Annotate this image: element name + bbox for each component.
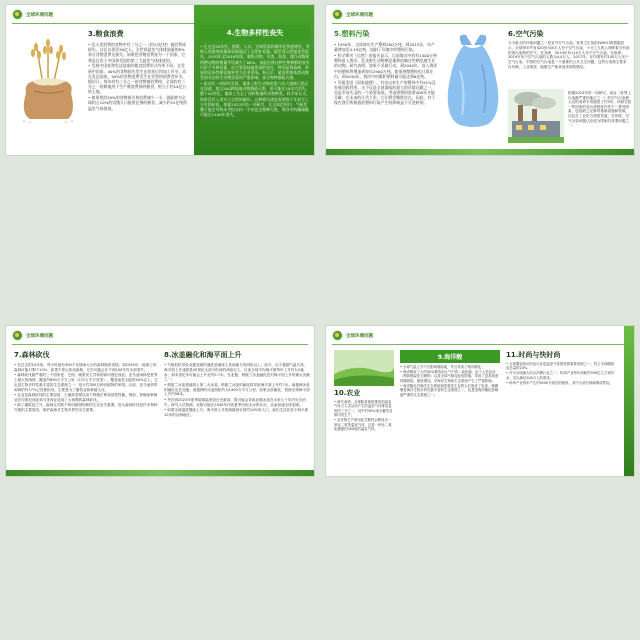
air-pollution-intro: 当今最大的环境问题之一是室外空气污染。世界卫生组织(WHO)的数据显示，全球每年约有420至700万人死于空气污染，十分之九的人呼吸着含有高浓度污染物的空气。在非洲，2019年有110万人死于空气污染。在欧洲，2019年死于空气污染的人数为4.4万人。2017年，在印度有约100万人死于空气污染，中国的空气污染是一个重要的公共卫生问题。这些污染物主要来自车辆、工业排放、能源生产和其他来源的燃烧。 — [508, 41, 630, 69]
fashion-section — [506, 350, 616, 386]
brand-name: 全球环境问题 — [346, 333, 373, 339]
rice-sack-illustration — [14, 35, 82, 125]
fashion-title: 11.时尚与快时尚 — [506, 351, 561, 359]
green-edge-decoration — [624, 326, 634, 476]
brand — [12, 9, 53, 20]
plastic-body — [334, 42, 438, 106]
fashion-body — [506, 362, 616, 385]
agriculture-para: • 农作物生产使用化学肥料会释放出一氧化二氮等温室气体，这是一种比二氧化碳强约300倍的温室气体。 — [334, 418, 392, 432]
ice-melt-section — [164, 350, 310, 418]
brand-name: 全球环境问题 — [26, 12, 53, 18]
brand — [332, 9, 373, 20]
agriculture-title: 10.农业 — [334, 389, 361, 397]
biodiversity-title: 4.生物多样性丧失 — [200, 25, 310, 41]
food-waste-title: 3.粮食浪费 — [88, 30, 124, 38]
ice-melt-title: 8.冰盖融化和海平面上升 — [164, 351, 242, 359]
header-rule — [332, 23, 628, 24]
ocean-acid-para: • 海洋酸化对海洋生态系统和依靠其生存的人们造成了危害，珊瑚礁是海洋生物多样性最丰富的生态系统之一，也是受海洋酸化影响最严重的生态系统之一。 — [400, 383, 499, 397]
food-waste-body — [88, 42, 188, 111]
ice-melt-para: • 格陵兰冰盖是地球上第二大冰盖，格陵兰冰盖的融化将导致海平面上升约7米。南极洲冰盖的融化也在加速，南极洲的冰盖面积约为1400万平方公里，如果全部融化，将使全球海平面上升约58米。 — [164, 382, 310, 397]
fashion-para: • 全球服装和纺织品行业是温室气体排放的重要来源之一，约占全球碳排放总量的10%。 — [506, 362, 615, 371]
brand-name: 全球环境问题 — [26, 333, 53, 339]
plastic-para: • 另据美国《国家地理》，有史以来生产的塑料中有91%没有被回收利用，这不仅是全球面临的最大的环境问题之一，也是市场失灵的一个重要表现。考虑到塑料需要400年才能分解，在未来的几代人里，它们将会继续存在。因此，对于现在我们所制造的塑料垃圾产生的影响是不可逆转的。 — [334, 79, 436, 106]
plastic-para: • 科学期刊《自然》的报告显示，目前海洋中约有1400万吨塑料进入海洋，危及野生动物栖息地和依赖这些栖息地生存的动物。研究表明，如果不采取行动，到2040年，进入海洋中的塑料将增加到每年2900万吨。如果将微塑料也计算在内，到2040年，海洋中的累积塑料量可能达到6亿吨。 — [334, 53, 438, 79]
ice-melt-para: • 如果全球温度继续上升，海平面上升将威胁到全球约10%的人口，他们生活在低于海平面10米的沿海地区。 — [164, 407, 309, 417]
deforestation-para: • 农业是森林砍伐的主要原因，土地被清理以用于种植庄稼和放牧牲畜。例如，棕榈油种植业在印度尼西亚和马来西亚造成了大规模的森林砍伐。 — [14, 392, 158, 402]
slide-food-waste-biodiversity — [5, 4, 315, 156]
deforestation-para: • 除了碳排放之外，森林还对数千种动植物物种的生存至关重要。因为森林砍伐是许多物种灭绝的主要原因，保护森林对生物多样性至关重要。 — [14, 403, 158, 412]
deforestation-para: • 在过去的10年里，每小时就有300个足球场大小的森林被砍伐掉。到2030年，地球上的森林可能只剩下10%；如果不停止砍伐森林，它们可能会在不到100年内全部消失。 — [14, 363, 157, 372]
earth-logo-icon — [12, 9, 23, 20]
food-waste-para: • 饥人类消费的食物中有三分之一（约13亿吨）被浪费或损失。这足以养活30亿人。全世界温室气体排放量的8%来自食物浪费及损失。如果把食物浪费视为一个国家，它将是仅次于中国和美国的第三大温室气体排放国。 — [88, 42, 186, 63]
air-pollution-section — [508, 29, 630, 70]
bottom-band — [326, 149, 634, 155]
fashion-para: • 时尚产业每年产生约9200万吨纺织废料，其中大部分被填埋或焚烧。 — [506, 380, 613, 385]
ocean-acid-para: • 全球气温上升不仅影响着陆地，并且导致了海洋酸化。 — [400, 365, 485, 369]
factory-pollution-illustration — [508, 89, 564, 143]
earth-logo-icon — [332, 9, 343, 20]
fields-illustration — [334, 350, 394, 386]
earth-logo-icon — [12, 330, 23, 341]
brand — [332, 330, 373, 341]
plastic-para: • 1950年，全球每年生产塑料200万吨。到2015年，年产量增加至4.19亿吨，加剧了环境中的塑料污染。 — [334, 42, 435, 53]
food-waste-section — [88, 29, 188, 111]
header-rule — [332, 344, 628, 345]
ice-melt-para: • 气候危机导致北极变暖的速度是地球上其他地方的两倍以上。如今，由于极端气温升高，海平面上升速度是20世纪大部分时间的两倍以上。目前全球平均海平面每年上升约3.2毫米，到本世纪末可能会上升至约0.7米。在北极，格陵兰冰盖融化是对海平面上升的最大贡献之一。 — [164, 363, 310, 382]
air-pollution-para: 根据2023年的一项研究，南亚（世界上污染最严重的地区之一）的空气污染使人们的寿命平均缩短了约5年。该研究将一些国家的高污染程度归咎于一系列因素，包括缺乏足够的基础设施和资源，以及在工业化方面的发展。在印度，空气污染问题已经成为国家的首要问题之一。 — [568, 91, 632, 128]
ice-melt-para: • 考虑到2023年夏季地球温度创历史最高，很可能会导致北极冰盖在未来几十年内完全消失。研究人员预测，北极可能在2030年代的夏季出现无冰的状况，从而加速全球变暖。 — [164, 397, 306, 407]
fashion-para: • 作为全球最大的水消费行业之一，时尚产业每年消耗约930亿立方米的水，足以满足500万人的需求。 — [506, 371, 614, 380]
ice-melt-body — [164, 363, 310, 418]
slide-plastic-air — [325, 4, 635, 156]
biodiversity-para: • 在过去50年里，酒渠、人口、全球贸易和城市化快速增长，导致人类使用的地球资源超过了自然补充量。据世界自然基金会报告，1970年至2016年间，哺乳动物、鸟类、鱼类、爬行动物和两栖动物的数量平均减少了68%。该报告将这种生物种群的丧失归咎于多种因素，但主要是陆地用途的变化，特别是将森林、草原和沼泽等栖息地转变为农业系统。野山羊、鲨鱼和海龟等动物受到非法野生动物贸易的严重影响，部分物种濒临灭绝。 — [200, 44, 310, 81]
header-rule — [12, 344, 308, 345]
brand-name: 全球环境问题 — [346, 12, 373, 18]
air-pollution-body — [568, 91, 632, 128]
agriculture-para: • 研究表明，全球粮食系统排放的温室气体占人类活动产生的温室气体排放量的约三分之一，其中约30%来自畜牧业和肉类生产。 — [334, 400, 393, 418]
agriculture-body — [334, 400, 394, 431]
biodiversity-body — [194, 44, 315, 117]
bottom-band — [6, 470, 314, 476]
deforestation-body — [14, 363, 158, 413]
biodiversity-para: • 最近的一项研究发现，地球上野生动物的第六次大规模灭绝正在加速。超过500种陆地动物濒临灭绝，很可能在20年内消失。整个20世纪，地球上失去了同样数量的动物种类。科学家认为，如果没有人类对大自然的破坏，这种损失速度需要数千年甚至上万年的时间。根据2023年的一项研究，在全球范围内，气候变暖可能会导致本世纪末约一半的昆虫物种灭绝，海洋中的珊瑚礁可能在2100年消失。 — [200, 81, 310, 118]
earth-logo-icon — [332, 330, 343, 341]
air-pollution-title: 6.空气污染 — [508, 30, 544, 38]
plastic-title: 5.塑料污染 — [334, 30, 370, 38]
deforestation-section — [14, 350, 158, 413]
deforestation-title: 7.森林砍伐 — [14, 351, 50, 359]
ocean-acid-title: 9.海洋酸 — [400, 350, 500, 363]
plastic-section — [334, 29, 438, 106]
plastic-bag-illustration — [442, 31, 504, 131]
slide-ocean-agriculture-fashion — [325, 325, 635, 477]
food-waste-para: • 发展中国家和发达国家的粮食浪费形式有所不同。在发展中国家，40%的食物损失发生在收获后和加工环节；而在发达国家，40%的食物浪费发生在零售和消费者环节。据估计，每年约有三分之一的食物被浪费掉。全球约有三分之一的耕地用于生产被浪费掉的粮食，相当于约14亿公顷土地。 — [88, 63, 187, 95]
deforestation-para: • 森林砍伐最严重的三个国家是：巴西、刚果民主共和国和印度尼西亚。亚马逊雨林是世界上最大的雨林，覆盖约690万平方公里（272万平方英里），覆盖南美大陆的40%以上。它也是生物多样性最丰富的生态系统之一，是大约300万种动植物的家园。目前，亚马逊热带雨林的约17%已经被砍伐，主要是为了畜牧业和种植大豆。 — [14, 373, 158, 392]
ocean-acid-body — [400, 365, 500, 397]
ocean-acid-section — [400, 350, 500, 398]
biodiversity-panel — [194, 5, 315, 156]
brand — [12, 330, 53, 341]
slide-deforestation-ice — [5, 325, 315, 477]
agriculture-section — [334, 388, 394, 432]
ocean-acid-para: • 海洋吸收了大约30%释放到大气中的二氧化碳，由于人类活动（例如燃烧化石燃料）以及全球气候变化的影响，导致了更高浓度的碳排放，酸度增加，对海洋生物和生态系统产生了严重影响。 — [400, 370, 499, 383]
food-waste-para: • 如果把约50%的食物损失和浪费减少一半，就能够为全球约占10%的饥饿人口提供足够的粮食，减少约15亿吨的温室气体排放。 — [88, 95, 188, 111]
